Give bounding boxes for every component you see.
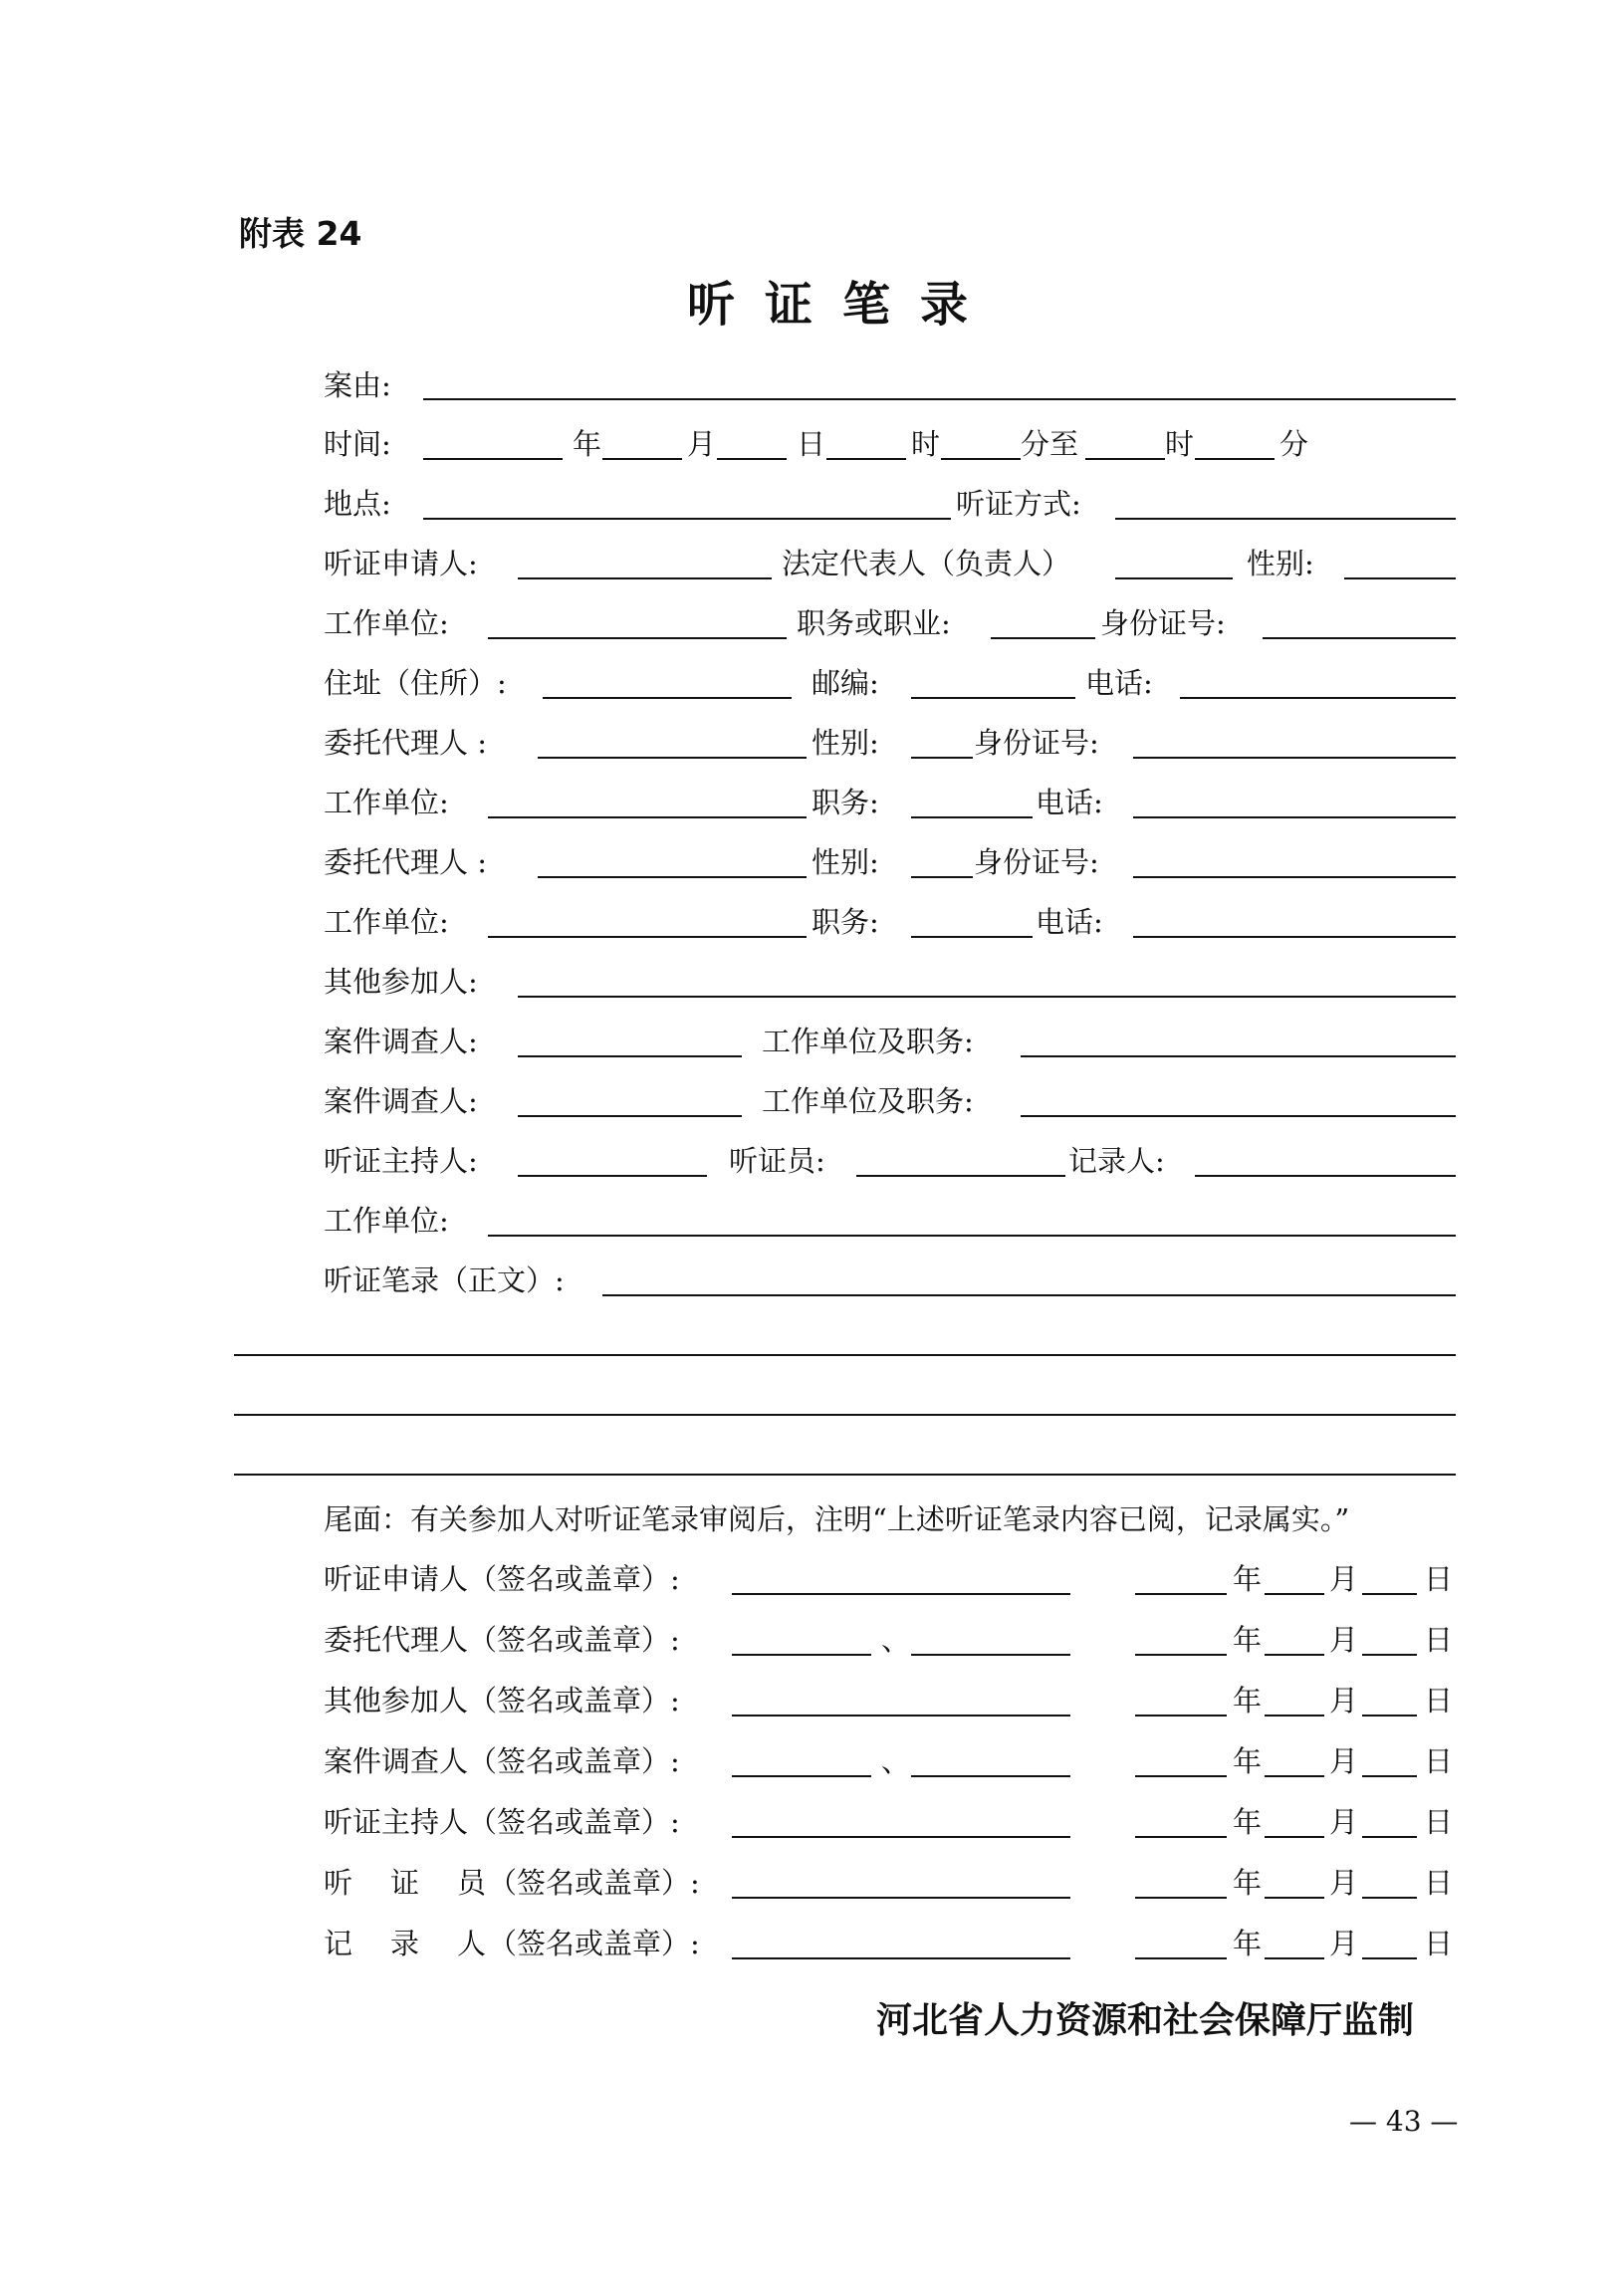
- sig-month-field[interactable]: [1265, 1593, 1324, 1595]
- signature-field[interactable]: [732, 1897, 1070, 1899]
- address-label: 住址（住所）:: [324, 666, 507, 700]
- agent1-phone-field[interactable]: [1133, 816, 1456, 818]
- issuer-label: 河北省人力资源和社会保障厅监制: [876, 2000, 1415, 2041]
- sig-year-unit: 年: [1233, 1927, 1263, 1960]
- investigator2-label: 案件调查人:: [324, 1084, 478, 1118]
- signature-field[interactable]: [732, 1775, 871, 1777]
- investigator2-unit-field[interactable]: [1021, 1115, 1456, 1117]
- hearing-officer-label: 听证员:: [729, 1144, 825, 1178]
- signature-field[interactable]: [911, 1775, 1070, 1777]
- sig-day-unit: 日: [1424, 1866, 1454, 1900]
- position-label: 职务或职业:: [797, 606, 951, 640]
- gender-label: 性别:: [1247, 547, 1314, 580]
- agent2-unit-label: 工作单位:: [324, 905, 449, 939]
- signature-field[interactable]: [732, 1593, 1070, 1595]
- body-text-label: 听证笔录（正文）:: [324, 1263, 565, 1297]
- minute-to-unit: 分至: [1021, 427, 1079, 461]
- place-label: 地点:: [324, 487, 391, 521]
- sig-month-unit: 月: [1329, 1623, 1359, 1657]
- investigator1-label: 案件调查人:: [324, 1025, 478, 1058]
- sig-day-field[interactable]: [1362, 1957, 1417, 1959]
- sig-year-field[interactable]: [1135, 1957, 1227, 1959]
- investigator1-field[interactable]: [518, 1055, 742, 1057]
- sig-month-field[interactable]: [1265, 1836, 1324, 1838]
- sig-year-unit: 年: [1233, 1805, 1263, 1839]
- agent1-field[interactable]: [538, 757, 807, 759]
- agent2-id-field[interactable]: [1133, 876, 1456, 878]
- id-number-label: 身份证号:: [1100, 606, 1226, 640]
- sig-day-field[interactable]: [1362, 1593, 1417, 1595]
- agent2-phone-field[interactable]: [1133, 936, 1456, 938]
- sig-month-field[interactable]: [1265, 1654, 1324, 1656]
- agent1-label: 委托代理人 :: [324, 726, 487, 760]
- signature-role-label: 听证申请人（签名或盖章）:: [324, 1562, 680, 1596]
- sig-day-unit: 日: [1424, 1562, 1454, 1596]
- time-day-field[interactable]: [717, 458, 787, 460]
- signature-role-label: 记录人: [324, 1927, 525, 1960]
- time-year-field[interactable]: [423, 458, 563, 460]
- sig-year-field[interactable]: [1135, 1593, 1227, 1595]
- sig-month-unit: 月: [1329, 1744, 1359, 1778]
- agent1-post-field[interactable]: [911, 816, 1033, 818]
- agent2-post-field[interactable]: [911, 936, 1033, 938]
- work-unit-label: 工作单位:: [324, 606, 449, 640]
- applicant-field[interactable]: [518, 577, 772, 579]
- agent2-field[interactable]: [538, 876, 807, 878]
- address-field[interactable]: [543, 697, 792, 699]
- signature-field[interactable]: [911, 1654, 1070, 1656]
- sig-day-field[interactable]: [1362, 1715, 1417, 1717]
- postcode-field[interactable]: [911, 697, 1075, 699]
- agent2-gender-label: 性别:: [812, 845, 879, 879]
- applicant-label: 听证申请人:: [324, 547, 478, 580]
- sig-day-unit: 日: [1424, 1927, 1454, 1960]
- sig-year-unit: 年: [1233, 1684, 1263, 1717]
- hearing-officer-field[interactable]: [856, 1175, 1065, 1177]
- sig-month-unit: 月: [1329, 1562, 1359, 1596]
- signature-suffix-label: （签名或盖章）:: [488, 1927, 700, 1960]
- time-hour-field[interactable]: [826, 458, 906, 460]
- body-line[interactable]: [234, 1354, 1456, 1356]
- position-field[interactable]: [991, 637, 1095, 639]
- sig-year-field[interactable]: [1135, 1715, 1227, 1717]
- time-month-field[interactable]: [602, 458, 682, 460]
- agent1-phone-label: 电话:: [1036, 786, 1103, 819]
- minute-unit: 分: [1279, 427, 1309, 461]
- separator-mark: 、: [881, 1744, 911, 1778]
- month-unit: 月: [687, 427, 717, 461]
- sig-day-field[interactable]: [1362, 1654, 1417, 1656]
- sig-month-unit: 月: [1329, 1927, 1359, 1960]
- sig-year-field[interactable]: [1135, 1775, 1227, 1777]
- separator-mark: 、: [881, 1623, 911, 1657]
- gender-field[interactable]: [1344, 577, 1456, 579]
- sig-month-field[interactable]: [1265, 1775, 1324, 1777]
- sig-year-unit: 年: [1233, 1744, 1263, 1778]
- hour-unit: 时: [911, 427, 941, 461]
- sig-year-unit: 年: [1233, 1562, 1263, 1596]
- other-participants-label: 其他参加人:: [324, 965, 478, 999]
- sig-month-unit: 月: [1329, 1805, 1359, 1839]
- signature-role-label: 案件调查人（签名或盖章）:: [324, 1744, 680, 1778]
- host-unit-field[interactable]: [488, 1235, 1456, 1237]
- sig-day-unit: 日: [1424, 1684, 1454, 1717]
- sig-month-unit: 月: [1329, 1866, 1359, 1900]
- sig-month-field[interactable]: [1265, 1897, 1324, 1899]
- agent1-post-label: 职务:: [812, 786, 879, 819]
- signature-field[interactable]: [732, 1957, 1070, 1959]
- sig-month-unit: 月: [1329, 1684, 1359, 1717]
- agent2-label: 委托代理人 :: [324, 845, 487, 879]
- sig-day-unit: 日: [1424, 1623, 1454, 1657]
- signature-role-label: 其他参加人（签名或盖章）:: [324, 1684, 680, 1717]
- hour2-unit: 时: [1165, 427, 1195, 461]
- signature-field[interactable]: [732, 1715, 1070, 1717]
- agent2-post-label: 职务:: [812, 905, 879, 939]
- appendix-label: 附表 24: [239, 214, 362, 253]
- agent1-id-field[interactable]: [1133, 757, 1456, 759]
- phone-field[interactable]: [1180, 697, 1456, 699]
- sig-day-field[interactable]: [1362, 1836, 1417, 1838]
- footer-note: 尾面：有关参加人对听证笔录审阅后，注明“上述听证笔录内容已阅，记录属实。”: [324, 1502, 1350, 1536]
- hearing-mode-label: 听证方式:: [956, 487, 1081, 521]
- investigator1-unit-label: 工作单位及职务:: [762, 1025, 974, 1058]
- agent1-gender-field[interactable]: [911, 757, 973, 759]
- page-number: — 43 —: [1349, 2105, 1459, 2138]
- sig-day-field[interactable]: [1362, 1897, 1417, 1899]
- agent2-id-label: 身份证号:: [974, 845, 1099, 879]
- sig-year-field[interactable]: [1135, 1654, 1227, 1656]
- agent1-id-label: 身份证号:: [974, 726, 1099, 760]
- investigator2-field[interactable]: [518, 1115, 742, 1117]
- host-label: 听证主持人:: [324, 1144, 478, 1178]
- body-text-field[interactable]: [602, 1294, 1456, 1296]
- sig-day-unit: 日: [1424, 1744, 1454, 1778]
- sig-month-field[interactable]: [1265, 1715, 1324, 1717]
- agent1-unit-label: 工作单位:: [324, 786, 449, 819]
- place-field[interactable]: [423, 518, 951, 520]
- signature-field[interactable]: [732, 1836, 1070, 1838]
- investigator1-unit-field[interactable]: [1021, 1055, 1456, 1057]
- sig-day-field[interactable]: [1362, 1775, 1417, 1777]
- signature-role-label: 听证主持人（签名或盖章）:: [324, 1805, 680, 1839]
- sig-year-field[interactable]: [1135, 1897, 1227, 1899]
- agent2-phone-label: 电话:: [1036, 905, 1103, 939]
- legal-rep-label: 法定代表人（负责人）: [782, 547, 1071, 580]
- agent2-unit-field[interactable]: [488, 936, 807, 938]
- recorder-field[interactable]: [1195, 1175, 1456, 1177]
- sig-day-unit: 日: [1424, 1805, 1454, 1839]
- agent2-gender-field[interactable]: [911, 876, 973, 878]
- signature-suffix-label: （签名或盖章）:: [488, 1866, 700, 1900]
- work-unit-field[interactable]: [488, 637, 787, 639]
- recorder-label: 记录人:: [1068, 1144, 1165, 1178]
- agent1-unit-field[interactable]: [488, 816, 807, 818]
- sig-year-unit: 年: [1233, 1623, 1263, 1657]
- signature-role-label: 听证员: [324, 1866, 525, 1900]
- year-unit: 年: [573, 427, 602, 461]
- page-title: 听证笔录: [687, 277, 999, 333]
- signature-field[interactable]: [732, 1654, 871, 1656]
- sig-year-field[interactable]: [1135, 1836, 1227, 1838]
- case-reason-label: 案由:: [324, 368, 391, 402]
- case-reason-field[interactable]: [423, 398, 1456, 400]
- host-unit-label: 工作单位:: [324, 1204, 449, 1238]
- sig-month-field[interactable]: [1265, 1957, 1324, 1959]
- agent1-gender-label: 性别:: [812, 726, 879, 760]
- investigator2-unit-label: 工作单位及职务:: [762, 1084, 974, 1118]
- postcode-label: 邮编:: [812, 666, 879, 700]
- body-line[interactable]: [234, 1414, 1456, 1416]
- time-hour2-field[interactable]: [1085, 458, 1165, 460]
- time-label: 时间:: [324, 427, 391, 461]
- signature-role-label: 委托代理人（签名或盖章）:: [324, 1623, 680, 1657]
- host-field[interactable]: [518, 1175, 707, 1177]
- legal-rep-field[interactable]: [1115, 577, 1233, 579]
- body-line[interactable]: [234, 1474, 1456, 1476]
- sig-year-unit: 年: [1233, 1866, 1263, 1900]
- id-number-field[interactable]: [1263, 637, 1456, 639]
- hearing-mode-field[interactable]: [1115, 518, 1456, 520]
- time-minute-field[interactable]: [941, 458, 1021, 460]
- phone-label: 电话:: [1085, 666, 1153, 700]
- time-minute2-field[interactable]: [1195, 458, 1275, 460]
- day-unit: 日: [797, 427, 826, 461]
- other-participants-field[interactable]: [518, 996, 1456, 998]
